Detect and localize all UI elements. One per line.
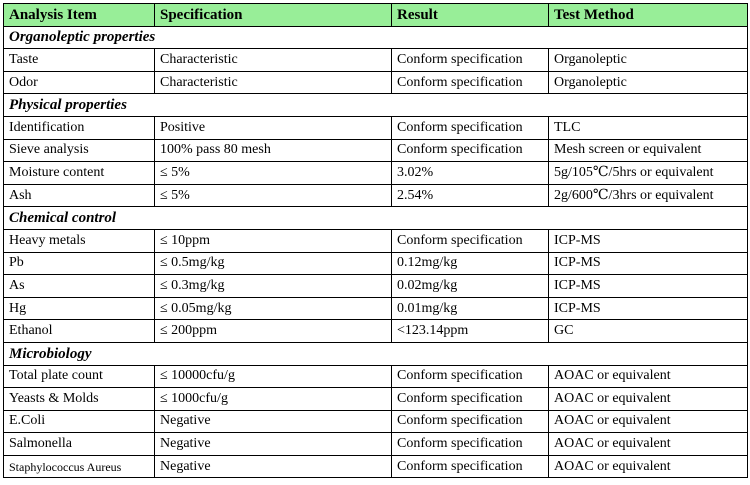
result-cell: Conform specification xyxy=(392,433,549,456)
specification-cell: ≤ 5% xyxy=(155,162,392,185)
specification-cell: ≤ 10ppm xyxy=(155,229,392,252)
header-row xyxy=(4,4,748,27)
test-method-cell: ICP-MS xyxy=(549,275,748,298)
test-method-cell: ICP-MS xyxy=(549,297,748,320)
result-cell: Conform specification xyxy=(392,229,549,252)
test-method-cell: AOAC or equivalent xyxy=(549,388,748,411)
specification-cell: ≤ 5% xyxy=(155,184,392,207)
result-cell: Conform specification xyxy=(392,388,549,411)
result-cell: Conform specification xyxy=(392,455,549,478)
section-row xyxy=(4,207,748,230)
header-specification: Specification xyxy=(155,4,392,27)
result-cell: 0.01mg/kg xyxy=(392,297,549,320)
result-cell: Conform specification xyxy=(392,139,549,162)
result-cell: Conform specification xyxy=(392,365,549,388)
test-method-cell: Organoleptic xyxy=(549,71,748,94)
specification-cell: ≤ 200ppm xyxy=(155,320,392,343)
result-cell: Conform specification xyxy=(392,116,549,139)
test-method-cell: AOAC or equivalent xyxy=(549,410,748,433)
specification-cell: Negative xyxy=(155,410,392,433)
table-row xyxy=(4,49,748,72)
analysis-item-cell: Total plate count xyxy=(4,365,155,388)
test-method-cell: Mesh screen or equivalent xyxy=(549,139,748,162)
specification-cell: Characteristic xyxy=(155,71,392,94)
specification-cell: ≤ 0.05mg/kg xyxy=(155,297,392,320)
analysis-item-cell: Taste xyxy=(4,49,155,72)
table-row xyxy=(4,252,748,275)
table-row xyxy=(4,433,748,456)
section-title: Microbiology xyxy=(4,342,748,365)
table-body xyxy=(4,26,748,478)
table-row xyxy=(4,320,748,343)
test-method-cell: 5g/105℃/5hrs or equivalent xyxy=(549,162,748,185)
section-title: Physical properties xyxy=(4,94,748,117)
analysis-item-cell: Odor xyxy=(4,71,155,94)
test-method-cell: ICP-MS xyxy=(549,229,748,252)
result-cell: 3.02% xyxy=(392,162,549,185)
section-row xyxy=(4,26,748,49)
analysis-item-cell: Pb xyxy=(4,252,155,275)
table-row xyxy=(4,116,748,139)
analysis-item-cell: As xyxy=(4,275,155,298)
section-row xyxy=(4,94,748,117)
table-header xyxy=(4,4,748,27)
specification-cell: Positive xyxy=(155,116,392,139)
table-row xyxy=(4,184,748,207)
result-cell: 2.54% xyxy=(392,184,549,207)
header-test-method: Test Method xyxy=(549,4,748,27)
table-row xyxy=(4,139,748,162)
test-method-cell: Organoleptic xyxy=(549,49,748,72)
test-method-cell: AOAC or equivalent xyxy=(549,365,748,388)
table-row xyxy=(4,297,748,320)
specification-cell: ≤ 0.5mg/kg xyxy=(155,252,392,275)
table-row xyxy=(4,71,748,94)
result-cell: Conform specification xyxy=(392,71,549,94)
analysis-item-cell: Salmonella xyxy=(4,433,155,456)
analysis-item-cell: Heavy metals xyxy=(4,229,155,252)
result-cell: 0.12mg/kg xyxy=(392,252,549,275)
test-method-cell: ICP-MS xyxy=(549,252,748,275)
result-cell: Conform specification xyxy=(392,410,549,433)
table-row xyxy=(4,455,748,478)
test-method-cell: TLC xyxy=(549,116,748,139)
test-method-cell: AOAC or equivalent xyxy=(549,455,748,478)
table-row xyxy=(4,388,748,411)
test-method-cell: AOAC or equivalent xyxy=(549,433,748,456)
specification-cell: ≤ 10000cfu/g xyxy=(155,365,392,388)
specification-cell: Negative xyxy=(155,455,392,478)
analysis-item-cell: Ethanol xyxy=(4,320,155,343)
specification-cell: Characteristic xyxy=(155,49,392,72)
table-row xyxy=(4,365,748,388)
specification-cell: Negative xyxy=(155,433,392,456)
table-row xyxy=(4,229,748,252)
section-title: Chemical control xyxy=(4,207,748,230)
analysis-item-cell: Hg xyxy=(4,297,155,320)
table-row xyxy=(4,275,748,298)
analysis-item-cell: Ash xyxy=(4,184,155,207)
analysis-item-cell: Sieve analysis xyxy=(4,139,155,162)
specification-cell: 100% pass 80 mesh xyxy=(155,139,392,162)
analysis-item-cell: Yeasts & Molds xyxy=(4,388,155,411)
result-cell: 0.02mg/kg xyxy=(392,275,549,298)
analysis-table xyxy=(3,3,748,478)
analysis-item-cell: E.Coli xyxy=(4,410,155,433)
header-result: Result xyxy=(392,4,549,27)
section-title: Organoleptic properties xyxy=(4,26,748,49)
specification-cell: ≤ 0.3mg/kg xyxy=(155,275,392,298)
result-cell: <123.14ppm xyxy=(392,320,549,343)
analysis-item-cell: Identification xyxy=(4,116,155,139)
analysis-item-cell: Moisture content xyxy=(4,162,155,185)
test-method-cell: GC xyxy=(549,320,748,343)
header-analysis-item: Analysis Item xyxy=(4,4,155,27)
analysis-item-cell: Staphylococcus Aureus xyxy=(4,455,155,478)
table-row xyxy=(4,410,748,433)
table-row xyxy=(4,162,748,185)
section-row xyxy=(4,342,748,365)
specification-cell: ≤ 1000cfu/g xyxy=(155,388,392,411)
result-cell: Conform specification xyxy=(392,49,549,72)
test-method-cell: 2g/600℃/3hrs or equivalent xyxy=(549,184,748,207)
